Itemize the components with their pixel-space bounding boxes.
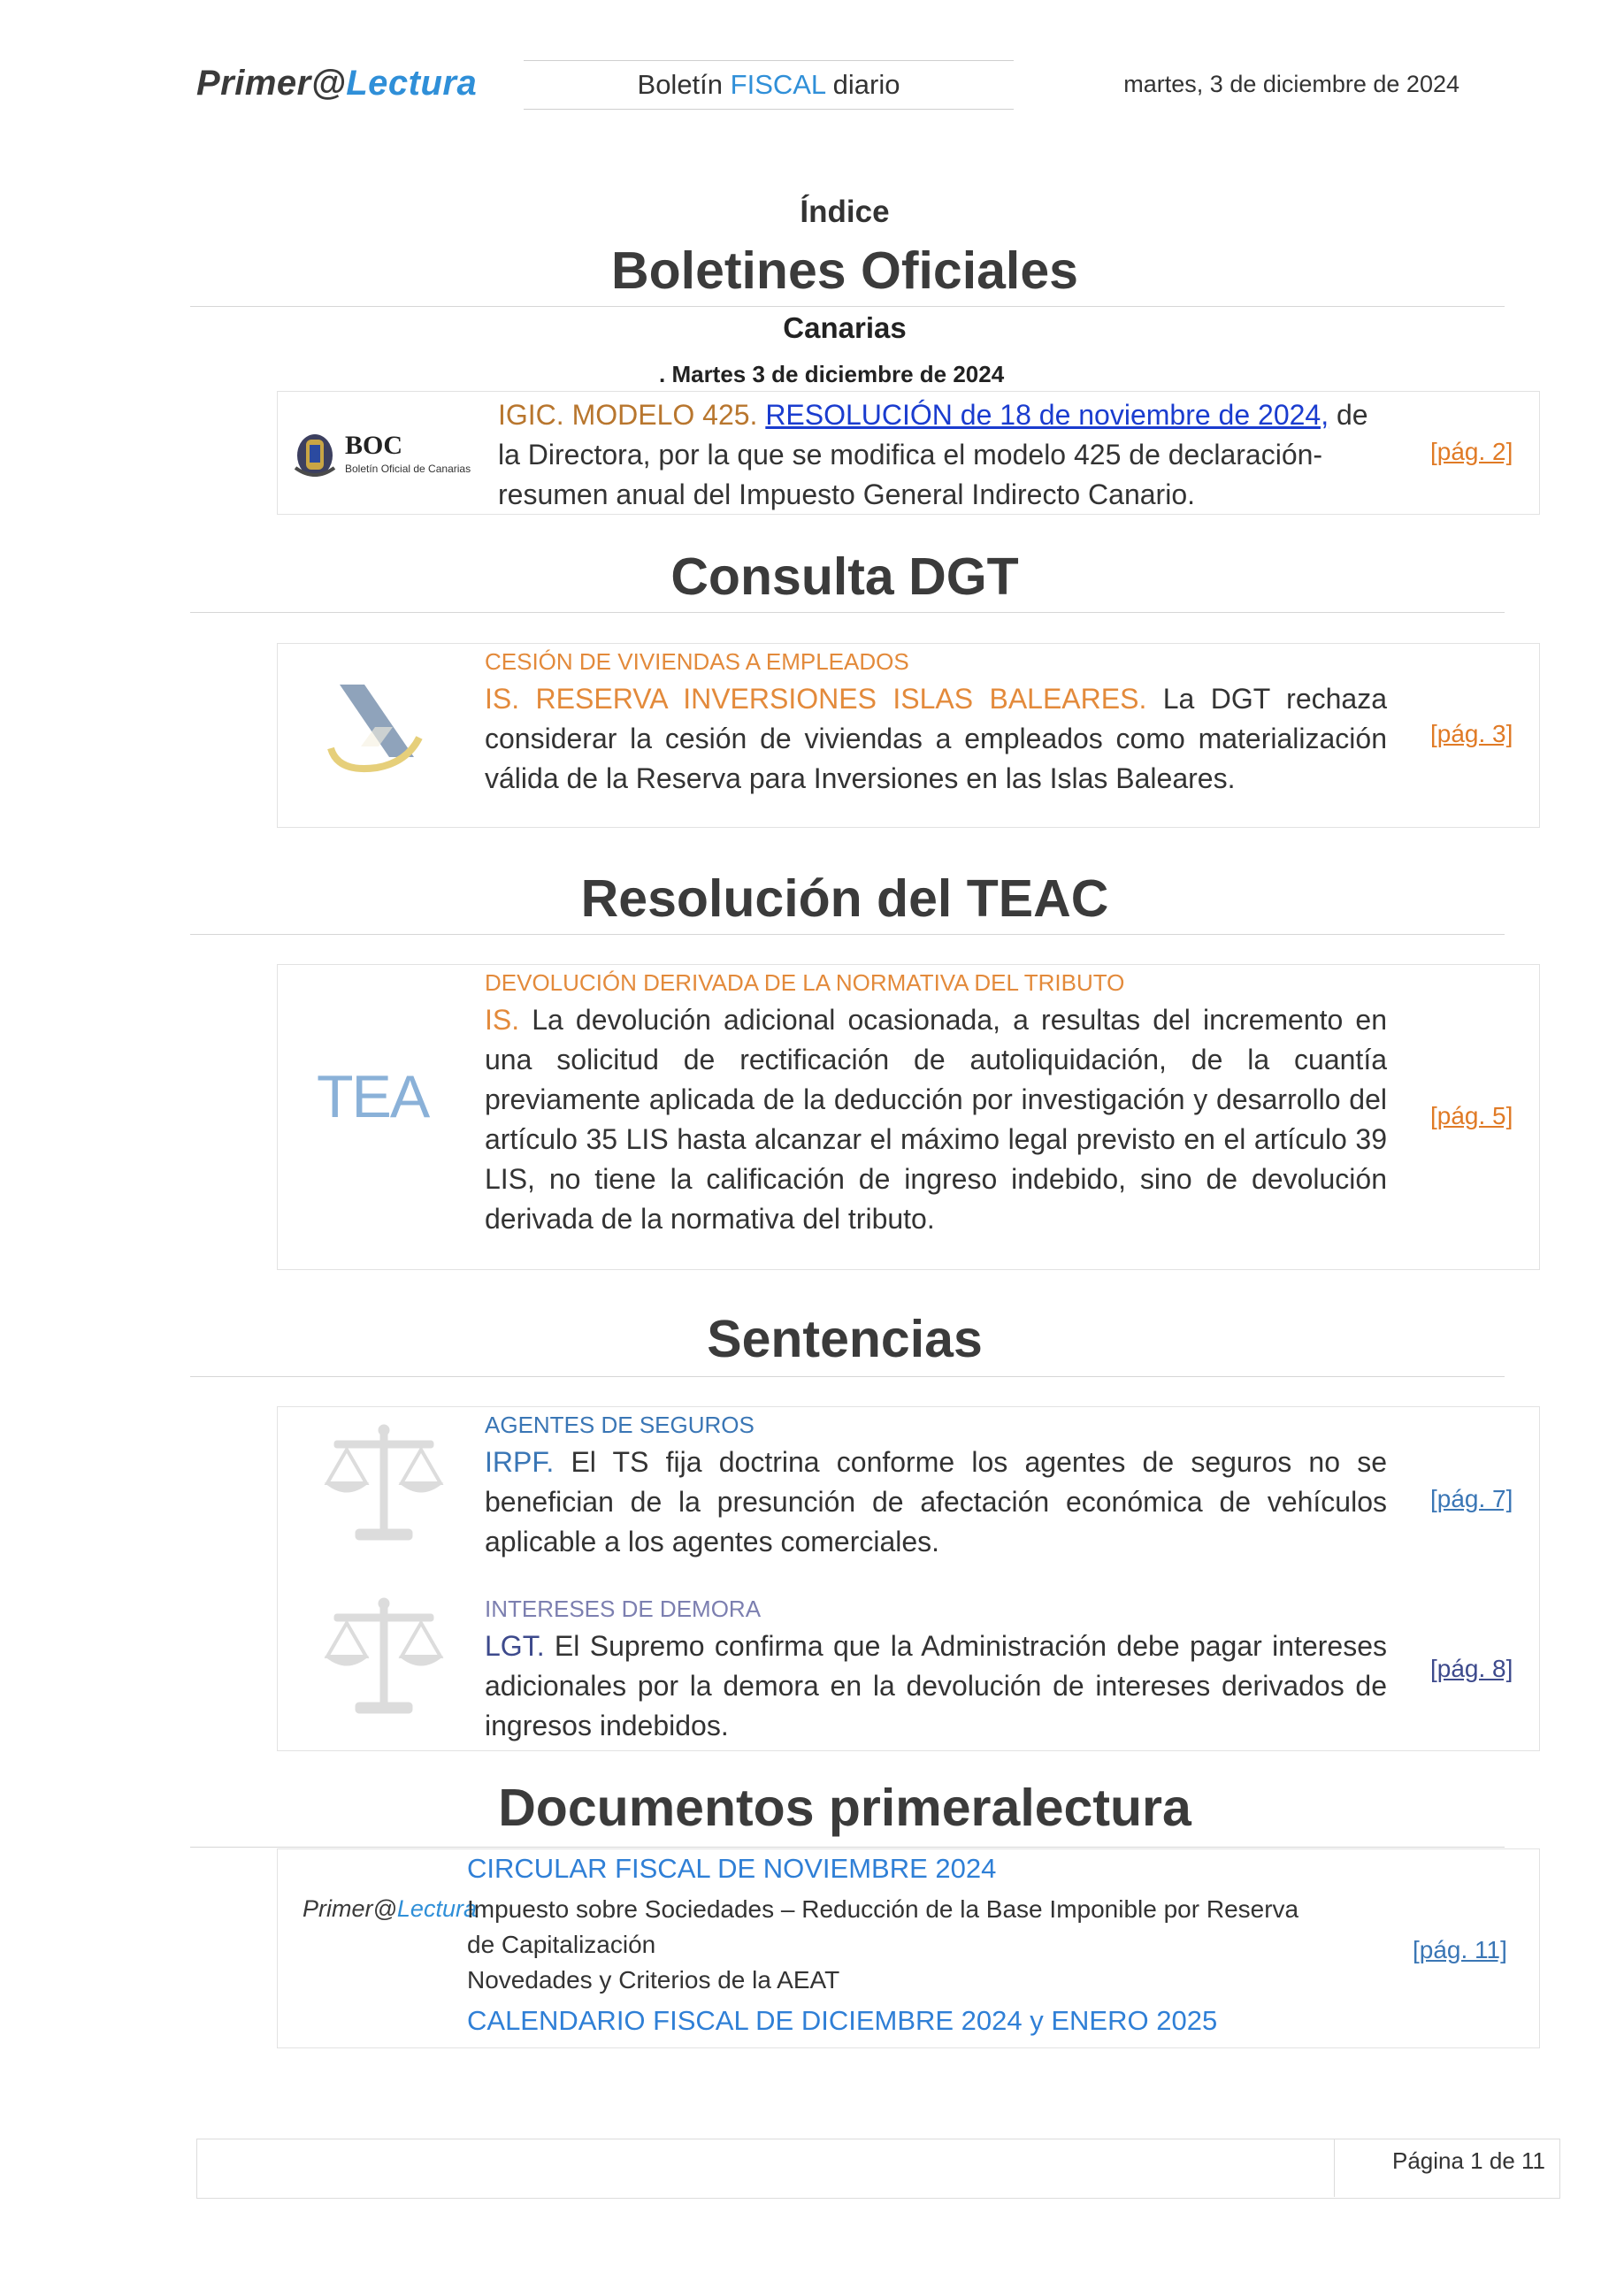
section-title-teac: Resolución del TEAC — [580, 869, 1109, 928]
boletin-item-line2: la Directora, por la que se modifica el modelo 425 de declaración- — [498, 439, 1323, 471]
teac-item-text — [485, 1000, 1387, 1239]
bulletin-title-post: diario — [825, 69, 900, 100]
bulletin-title-pre: Boletín — [637, 69, 731, 100]
section-title-sentencias: Sentencias — [707, 1310, 983, 1368]
section-divider — [190, 306, 1505, 307]
scales-of-justice-icon — [322, 1420, 446, 1543]
boletin-item-text — [498, 395, 1383, 515]
section-title-dgt: Consulta DGT — [670, 547, 1019, 606]
section-divider — [190, 1847, 1505, 1848]
sentencia1-category: AGENTES DE SEGUROS — [485, 1412, 755, 1438]
sentencia2-category: INTERESES DE DEMORA — [485, 1596, 762, 1622]
dgt-item-text — [485, 679, 1387, 799]
section-divider — [190, 934, 1505, 935]
boletin-card — [277, 391, 1540, 515]
boletin-item-line1-rest: de — [1329, 399, 1368, 431]
circular-line1: Impuesto sobre Sociedades – Reducción de la Base Imponible por Reserva — [467, 1895, 1299, 1923]
primeralectura-logo — [303, 1895, 477, 1931]
page-link-dgt[interactable]: [pág. 3] — [1430, 720, 1513, 747]
sentencia1-body: El TS fija doctrina conforme los agentes de seguros no se benefician de la presunción de afectación económica de vehículos aplicable a los agentes comerciales. — [485, 1446, 1387, 1557]
scales-of-justice-graphic — [322, 1593, 446, 1717]
boletin-item-line3: resumen anual del Impuesto General Indirecto Canario. — [498, 478, 1195, 510]
documentos-card — [277, 1848, 1540, 2048]
dgt-item-prefix: IS. RESERVA INVERSIONES ISLAS BALEARES. — [485, 683, 1147, 715]
section-title-boletines: Boletines Oficiales — [611, 241, 1078, 300]
boletin-date: . Martes 3 de diciembre de 2024 — [659, 361, 1005, 387]
bulletin-title — [524, 60, 1014, 110]
sentencia2-text — [485, 1626, 1387, 1746]
index-heading: Índice — [800, 195, 890, 229]
dgt-item-category: CESIÓN DE VIVIENDAS A EMPLEADOS — [485, 648, 909, 675]
scales-of-justice-icon — [322, 1593, 446, 1717]
scales-of-justice-graphic — [322, 1420, 446, 1543]
section-title-documentos: Documentos primeralectura — [498, 1779, 1191, 1837]
sentencia2-prefix: LGT. — [485, 1630, 545, 1662]
page-link-sentencia1[interactable]: [pág. 7] — [1430, 1485, 1513, 1512]
brand-logo — [196, 64, 477, 103]
boc-logo — [290, 424, 476, 486]
brand-logo-part2: Lectura — [346, 64, 478, 103]
primeralectura-logo-part2: Lectura — [396, 1895, 477, 1922]
header-date: martes, 3 de diciembre de 2024 — [1123, 71, 1459, 97]
page-link-documentos[interactable]: [pág. 11] — [1413, 1936, 1507, 1963]
brand-logo-part1: Primer@ — [196, 64, 347, 103]
circular-line3: Novedades y Criterios de la AEAT — [467, 1966, 840, 1994]
teac-card — [277, 964, 1540, 1270]
footer-separator — [1334, 2139, 1335, 2197]
boletin-resolution-link[interactable]: RESOLUCIÓN de 18 de noviembre de 2024, — [765, 399, 1329, 431]
dgt-card — [277, 643, 1540, 828]
boc-logo-subtitle: Boletín Oficial de Canarias — [345, 463, 471, 475]
sentencias-card — [277, 1406, 1540, 1751]
section-divider — [190, 1376, 1505, 1377]
sentencia2-body: El Supremo confirma que la Administración debe pagar intereses adicionales por la demora en la devolución de intereses derivados de ingresos indebidos. — [485, 1630, 1387, 1741]
circular-details — [467, 1892, 1396, 1998]
aeat-x-icon — [322, 676, 428, 782]
sentencia1-prefix: IRPF. — [485, 1446, 555, 1478]
teac-logo-text: TEA — [317, 1063, 429, 1130]
teac-item-category: DEVOLUCIÓN DERIVADA DE LA NORMATIVA DEL TRIBUTO — [485, 969, 1125, 996]
teac-logo — [317, 1062, 432, 1133]
page-number: Página 1 de 11 — [1392, 2147, 1545, 2174]
page-link-sentencia2[interactable]: [pág. 8] — [1430, 1655, 1513, 1682]
section-divider — [190, 612, 1505, 613]
circular-heading[interactable]: CIRCULAR FISCAL DE NOVIEMBRE 2024 — [467, 1853, 997, 1884]
aeat-logo — [322, 676, 428, 782]
bulletin-title-fiscal: FISCAL — [730, 69, 826, 100]
page-link-teac[interactable]: [pág. 5] — [1430, 1102, 1513, 1129]
page-link-boletin[interactable]: [pág. 2] — [1430, 438, 1513, 465]
boletin-item-prefix: IGIC. MODELO 425. — [498, 399, 766, 431]
boc-logo-text: BOC — [345, 431, 403, 460]
sentencia1-text — [485, 1443, 1387, 1562]
primeralectura-logo-part1: Primer@ — [303, 1895, 397, 1922]
circular-line2: de Capitalización — [467, 1931, 656, 1958]
region-title: Canarias — [783, 311, 907, 344]
calendario-heading[interactable]: CALENDARIO FISCAL DE DICIEMBRE 2024 y ENERO 2025 — [467, 2005, 1218, 2036]
dgt-item-body: La DGT rechaza considerar la cesión de viviendas a empleados como materialización válida de la Reserva para Inversiones en las Islas Baleares. — [485, 683, 1387, 794]
teac-item-prefix: IS. — [485, 1004, 520, 1036]
teac-item-body: La devolución adicional ocasionada, a resultas del incremento en una solicitud de rectificación de autoliquidación, de la cuantía previamente aplicada de la deducción por investigación y desarrollo del artículo 35 LIS hasta alcanzar el máximo legal previsto en el artículo 39 LIS, no tiene la calificación de ingreso indebido, sino de devolución derivada de la normativa del tributo. — [485, 1004, 1387, 1235]
